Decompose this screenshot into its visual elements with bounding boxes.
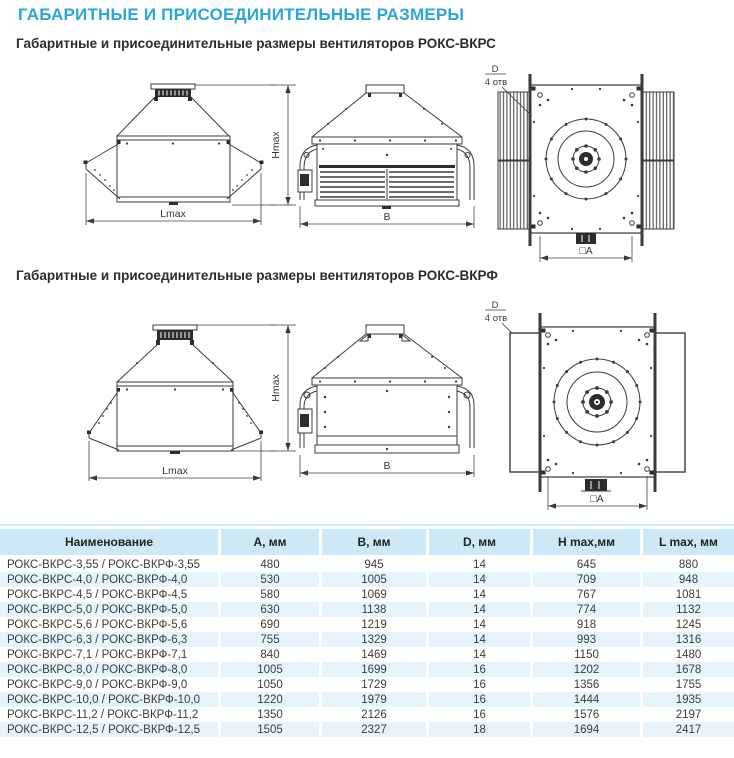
- column-header-2: В, мм: [319, 529, 426, 557]
- dimension-value-cell: 774: [530, 602, 640, 617]
- hmax-dimension-label: Hmax: [270, 131, 282, 159]
- fan-casing: [117, 382, 233, 454]
- dimension-value-cell: 1729: [319, 677, 426, 692]
- model-name-cell: РОКС-ВКРС-9,0 / РОКС-ВКРФ-9,0: [7, 678, 188, 691]
- vkrs-front-view-drawing: [75, 78, 275, 230]
- dimension-value-cell: 1755: [640, 677, 734, 692]
- dimension-value-cell: 1480: [640, 647, 734, 662]
- dimension-value-cell: 1220: [218, 692, 319, 707]
- model-name-cell: РОКС-ВКРС-4,5 / РОКС-ВКРФ-4,5: [7, 588, 188, 601]
- table-row: [0, 677, 734, 692]
- hole-count-label: 4 отв: [484, 313, 508, 324]
- dimension-value-cell: 16: [426, 662, 530, 677]
- dimension-value-cell: 1138: [319, 602, 426, 617]
- model-name-cell: РОКС-ВКРС-6,3 / РОКС-ВКРФ-6,3: [7, 633, 188, 646]
- table-row: [0, 587, 734, 602]
- dimension-value-cell: 1678: [640, 662, 734, 677]
- vkrs-side-view-drawing: [270, 78, 480, 246]
- dimension-value-cell: 14: [426, 647, 530, 662]
- dimension-value-cell: 755: [218, 632, 319, 647]
- dimension-value-cell: 645: [530, 557, 640, 572]
- dimension-value-cell: 945: [319, 557, 426, 572]
- dimension-value-cell: 1505: [218, 722, 319, 737]
- model-name-cell: РОКС-ВКРС-11,2 / РОКС-ВКРФ-11,2: [7, 708, 199, 721]
- dimensions-table-section: [0, 524, 734, 737]
- dimension-value-cell: 630: [218, 602, 319, 617]
- dimension-value-cell: 1132: [640, 602, 734, 617]
- dimension-value-cell: 767: [530, 587, 640, 602]
- dimension-value-cell: 1469: [319, 647, 426, 662]
- table-row: [0, 707, 734, 722]
- table-top-divider: [0, 524, 734, 526]
- louvered-casing: [315, 144, 459, 209]
- dimension-value-cell: 1356: [530, 677, 640, 692]
- column-header-0: Наименование: [0, 529, 218, 557]
- table-header: [0, 529, 734, 557]
- vkrf-side-view-drawing: [270, 305, 480, 490]
- model-name-cell: РОКС-ВКРС-3,55 / РОКС-ВКРФ-3,55: [7, 558, 201, 571]
- dimension-value-cell: 1694: [530, 722, 640, 737]
- square-a-dimension-label: □A: [579, 245, 593, 257]
- column-header-1: А, мм: [218, 529, 319, 557]
- dimension-value-cell: 16: [426, 692, 530, 707]
- dimension-value-cell: 1081: [640, 587, 734, 602]
- square-a-dimension-label: □A: [590, 493, 604, 505]
- cable-gland: [581, 479, 611, 491]
- vkrs-top-view-drawing: [478, 62, 730, 270]
- model-name-cell: РОКС-ВКРС-8,0 / РОКС-ВКРФ-8,0: [7, 663, 188, 676]
- dimension-value-cell: 1444: [530, 692, 640, 707]
- b-dimension-label: B: [383, 211, 391, 223]
- dimension-value-cell: 2197: [640, 707, 734, 722]
- hole-count-label: 4 отв: [484, 77, 508, 88]
- hmax-dimension-label: Hmax: [270, 374, 282, 402]
- dimension-value-cell: 880: [640, 557, 734, 572]
- table-row: [0, 557, 734, 572]
- b-dimension-label: B: [383, 460, 391, 472]
- dimension-value-cell: 1150: [530, 647, 640, 662]
- dimension-value-cell: 1935: [640, 692, 734, 707]
- dimension-value-cell: 948: [640, 572, 734, 587]
- dimension-value-cell: 16: [426, 677, 530, 692]
- dimension-value-cell: 14: [426, 617, 530, 632]
- dimension-value-cell: 709: [530, 572, 640, 587]
- dimension-value-cell: 1202: [530, 662, 640, 677]
- table-row: [0, 632, 734, 647]
- dimension-value-cell: 840: [218, 647, 319, 662]
- table-row: [0, 722, 734, 737]
- dimension-value-cell: 918: [530, 617, 640, 632]
- dimension-value-cell: 14: [426, 632, 530, 647]
- dimension-value-cell: 2417: [640, 722, 734, 737]
- dimension-value-cell: 14: [426, 572, 530, 587]
- fan-casing: [117, 136, 230, 205]
- dimension-value-cell: 2126: [319, 707, 426, 722]
- dimension-value-cell: 2327: [319, 722, 426, 737]
- dimension-value-cell: 1576: [530, 707, 640, 722]
- table-body: [0, 557, 734, 737]
- fan-hood: [117, 325, 233, 382]
- column-header-5: L max, мм: [640, 529, 734, 557]
- table-row: [0, 617, 734, 632]
- dimension-value-cell: 1329: [319, 632, 426, 647]
- dimensions-table: [0, 529, 734, 737]
- dimension-value-cell: 1350: [218, 707, 319, 722]
- dimension-value-cell: 1245: [640, 617, 734, 632]
- table-row: [0, 692, 734, 707]
- dimension-value-cell: 18: [426, 722, 530, 737]
- dimension-value-cell: 993: [530, 632, 640, 647]
- dimension-value-cell: 14: [426, 602, 530, 617]
- dimension-value-cell: 530: [218, 572, 319, 587]
- dimension-value-cell: 1219: [319, 617, 426, 632]
- dimension-value-cell: 1005: [218, 662, 319, 677]
- dimension-value-cell: 1979: [319, 692, 426, 707]
- table-row: [0, 602, 734, 617]
- dimension-value-cell: 14: [426, 557, 530, 572]
- dimension-value-cell: 480: [218, 557, 319, 572]
- model-name-cell: РОКС-ВКРС-5,0 / РОКС-ВКРФ-5,0: [7, 603, 188, 616]
- lmax-dimension-label: Lmax: [162, 465, 188, 477]
- d-hole-label: D: [491, 300, 499, 311]
- dimension-value-cell: 1316: [640, 632, 734, 647]
- column-header-4: Н max,мм: [530, 529, 640, 557]
- lmax-dimension-label: Lmax: [160, 208, 186, 220]
- section-subtitle-vkrf: Габаритные и присоединительные размеры вентиляторов РОКС-ВКРФ: [16, 268, 498, 283]
- vkrf-top-view-drawing: [478, 298, 730, 520]
- panel-casing: [315, 385, 459, 453]
- d-hole-label: D: [491, 64, 499, 75]
- table-row: [0, 662, 734, 677]
- fan-hood: [117, 84, 229, 136]
- model-name-cell: РОКС-ВКРС-12,5 / РОКС-ВКРФ-12,5: [7, 723, 201, 736]
- dimension-value-cell: 690: [218, 617, 319, 632]
- section-subtitle-vkrs: Габаритные и присоединительные размеры вентиляторов РОКС-ВКРС: [16, 36, 496, 51]
- fan-hood: [312, 85, 462, 144]
- model-name-cell: РОКС-ВКРС-4,0 / РОКС-ВКРФ-4,0: [7, 573, 188, 586]
- dimension-value-cell: 1069: [319, 587, 426, 602]
- cable-gland: [576, 233, 596, 244]
- fan-hood: [312, 325, 462, 385]
- dimension-value-cell: 1005: [319, 572, 426, 587]
- table-row: [0, 647, 734, 662]
- model-name-cell: РОКС-ВКРС-10,0 / РОКС-ВКРФ-10,0: [7, 693, 201, 706]
- vkrf-front-view-drawing: [75, 305, 275, 490]
- motor-box: [298, 170, 312, 192]
- model-name-cell: РОКС-ВКРС-5,6 / РОКС-ВКРФ-5,6: [7, 618, 188, 631]
- dimension-value-cell: 580: [218, 587, 319, 602]
- table-row: [0, 572, 734, 587]
- page-title: ГАБАРИТНЫЕ И ПРИСОЕДИНИТЕЛЬНЫЕ РАЗМЕРЫ: [18, 5, 465, 24]
- dimension-value-cell: 16: [426, 707, 530, 722]
- model-name-cell: РОКС-ВКРС-7,1 / РОКС-ВКРФ-7,1: [7, 648, 188, 661]
- dimension-value-cell: 1699: [319, 662, 426, 677]
- column-header-3: D, мм: [426, 529, 530, 557]
- dimension-value-cell: 14: [426, 587, 530, 602]
- dimension-value-cell: 1050: [218, 677, 319, 692]
- motor-box: [298, 409, 312, 433]
- table-header-row: [0, 529, 734, 557]
